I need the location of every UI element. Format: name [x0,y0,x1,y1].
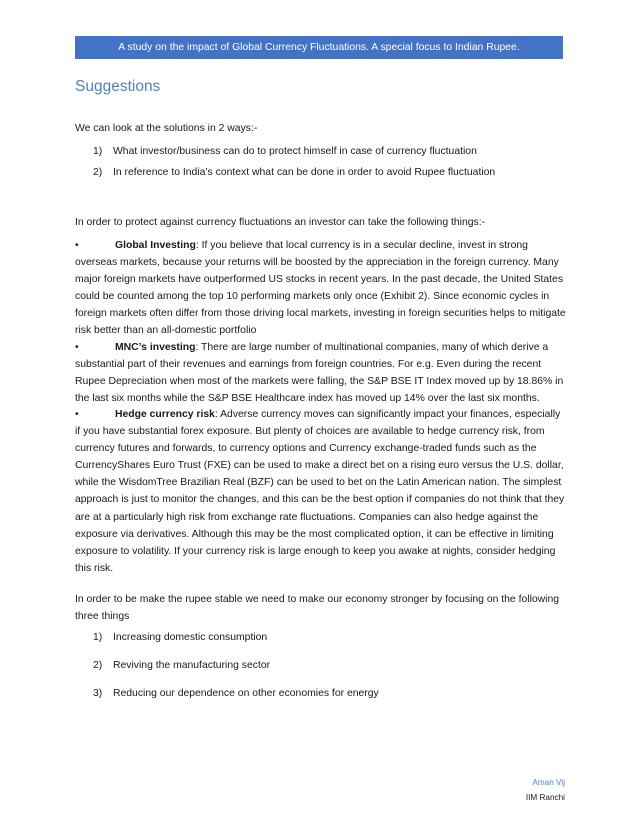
list-item [93,166,495,180]
bullet-label: Global Investing [115,240,196,251]
bullet-label: MNC’s investing [115,342,196,353]
bullet-hedge-currency-risk [75,406,567,577]
page-header-banner [75,36,563,59]
bullet-icon: • [75,240,79,251]
list-text: Reducing our dependence on other economies for energy [113,688,379,699]
list-number: 3) [93,688,103,699]
list-item [93,687,379,701]
list-item [93,145,477,159]
list-text: Reviving the manufacturing sector [113,660,271,671]
list-number: 1) [93,632,103,643]
section-title: Suggestions [75,78,161,95]
bullet-icon: • [75,342,79,353]
intro-text: We can look at the solutions in 2 ways:- [75,123,258,134]
bullet-icon: • [75,409,79,420]
bullet-label: Hedge currency risk [115,409,215,420]
footer-institution: IIM Ranchi [525,793,565,802]
list-text: In reference to India’s context what can be done in order to avoid Rupee fluctuation [113,167,496,178]
list-number: 2) [93,167,103,178]
bullet-text: : There are large number of multinational companies, many of which derive a substantial part of their revenues and earnings from foreign countries. For e.g. Even during the recent Rupee Depreciation when most of the markets were falling, the S&P BSE IT Index moved up by 18.86% in the last six months while the S&P BSE Healthcare index has moved up 14% over the last six months. [75,342,564,405]
list-text: Increasing domestic consumption [113,632,268,643]
list-number: 2) [93,660,103,671]
bullet-mnc-investing [75,339,567,407]
list-item [93,631,267,645]
bullet-text: : Adverse currency moves can significantly impact your finances, especially if you have substantial forex exposure. But plenty of choices are available to hedge currency risk, from currency futures and forwards, to currency options and Currency exchange-traded funds such as the CurrencyShares Euro Trust (FXE) can be used to make a direct bet on a rising euro versus the U.S. dollar, while the WisdomTree Brazilian Real (BZF) can be used to bet on the Latin American nation. The simplest approach is just to monitor the changes, and this can be the best option if companies do not think that they are at a particularly high risk from exchange rate fluctuations. Companies can also hedge against the exposure via derivatives. Although this may be the most complicated option, it can be effective in limiting exposure to volatility. If your currency risk is large enough to keep you awake at nights, consider hedging this risk. [75,409,565,574]
list-item [93,659,270,673]
footer-author: Aman Vij [532,778,565,787]
list-number: 1) [93,146,103,157]
bullet-text: : If you believe that local currency is in a secular decline, invest in strong overseas markets, because your returns will be boosted by the appreciation in the foreign currency. Many major foreign markets have outperformed US stocks in recent years. In the past decade, the United States could be counted among the top 10 performing markets only once (Exhibit 2). Since economic cycles in foreign markets often differ from those driving local markets, investing in foreign securities helps to mitigate risk better than an all-domestic portfolio [75,240,566,337]
protect-intro-text: In order to protect against currency fluctuations an investor can take the following things:- [75,217,486,228]
rupee-intro-text: In order to be make the rupee stable we need to make our economy stronger by focusing on the following three things [75,594,560,623]
header-text: A study on the impact of Global Currency Fluctuations. A special focus to Indian Rupee. [118,42,520,53]
list-text: What investor/business can do to protect himself in case of currency fluctuation [113,146,477,157]
bullet-global-investing [75,237,567,340]
